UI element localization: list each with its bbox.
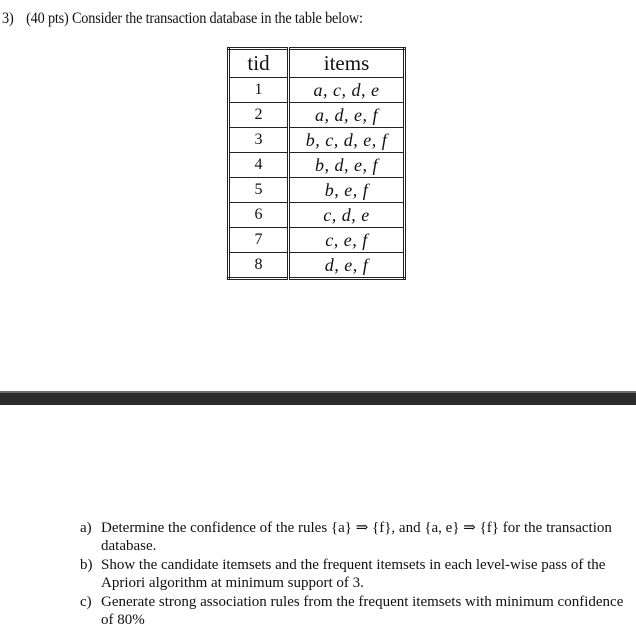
tid-cell: 7	[229, 228, 289, 253]
part-text: Show the candidate itemsets and the frequent itemsets in each level-wise pass of the Apriori algorithm at minimum support of 3.	[101, 557, 606, 591]
table-row	[229, 203, 405, 228]
question-header	[2, 10, 363, 28]
question-text: (40 pts) Consider the transaction database in the table below:	[26, 10, 363, 27]
items-cell: a, c, d, e	[289, 78, 405, 103]
part-label: a)	[80, 520, 92, 536]
header-items: items	[289, 49, 405, 78]
part-b	[80, 556, 632, 592]
items-cell: b, e, f	[289, 178, 405, 203]
part-text: Determine the confidence of the rules {a} ⇒ {f}, and {a, e} ⇒ {f} for the transaction database.	[101, 520, 612, 554]
table-row	[229, 103, 405, 128]
items-cell: c, e, f	[289, 228, 405, 253]
part-text: Generate strong association rules from the frequent itemsets with minimum confidence of 80%	[101, 594, 624, 628]
items-cell: d, e, f	[289, 253, 405, 279]
items-cell: a, d, e, f	[289, 103, 405, 128]
items-cell: b, c, d, e, f	[289, 128, 405, 153]
table-row	[229, 78, 405, 103]
table-row	[229, 153, 405, 178]
tid-cell: 4	[229, 153, 289, 178]
part-label: b)	[80, 557, 93, 573]
part-c	[80, 593, 632, 629]
question-parts	[80, 519, 632, 630]
part-label: c)	[80, 594, 92, 610]
question-number: 3)	[2, 10, 14, 27]
table-row	[229, 228, 405, 253]
transaction-table	[227, 47, 406, 280]
part-a	[80, 519, 632, 555]
items-cell: c, d, e	[289, 203, 405, 228]
table-row	[229, 178, 405, 203]
tid-cell: 1	[229, 78, 289, 103]
tid-cell: 3	[229, 128, 289, 153]
items-cell: b, d, e, f	[289, 153, 405, 178]
tid-cell: 2	[229, 103, 289, 128]
tid-cell: 8	[229, 253, 289, 279]
table-header-row	[229, 49, 405, 78]
table-row	[229, 128, 405, 153]
header-tid: tid	[229, 49, 289, 78]
tid-cell: 6	[229, 203, 289, 228]
page-divider	[0, 391, 636, 405]
table-row	[229, 253, 405, 279]
tid-cell: 5	[229, 178, 289, 203]
